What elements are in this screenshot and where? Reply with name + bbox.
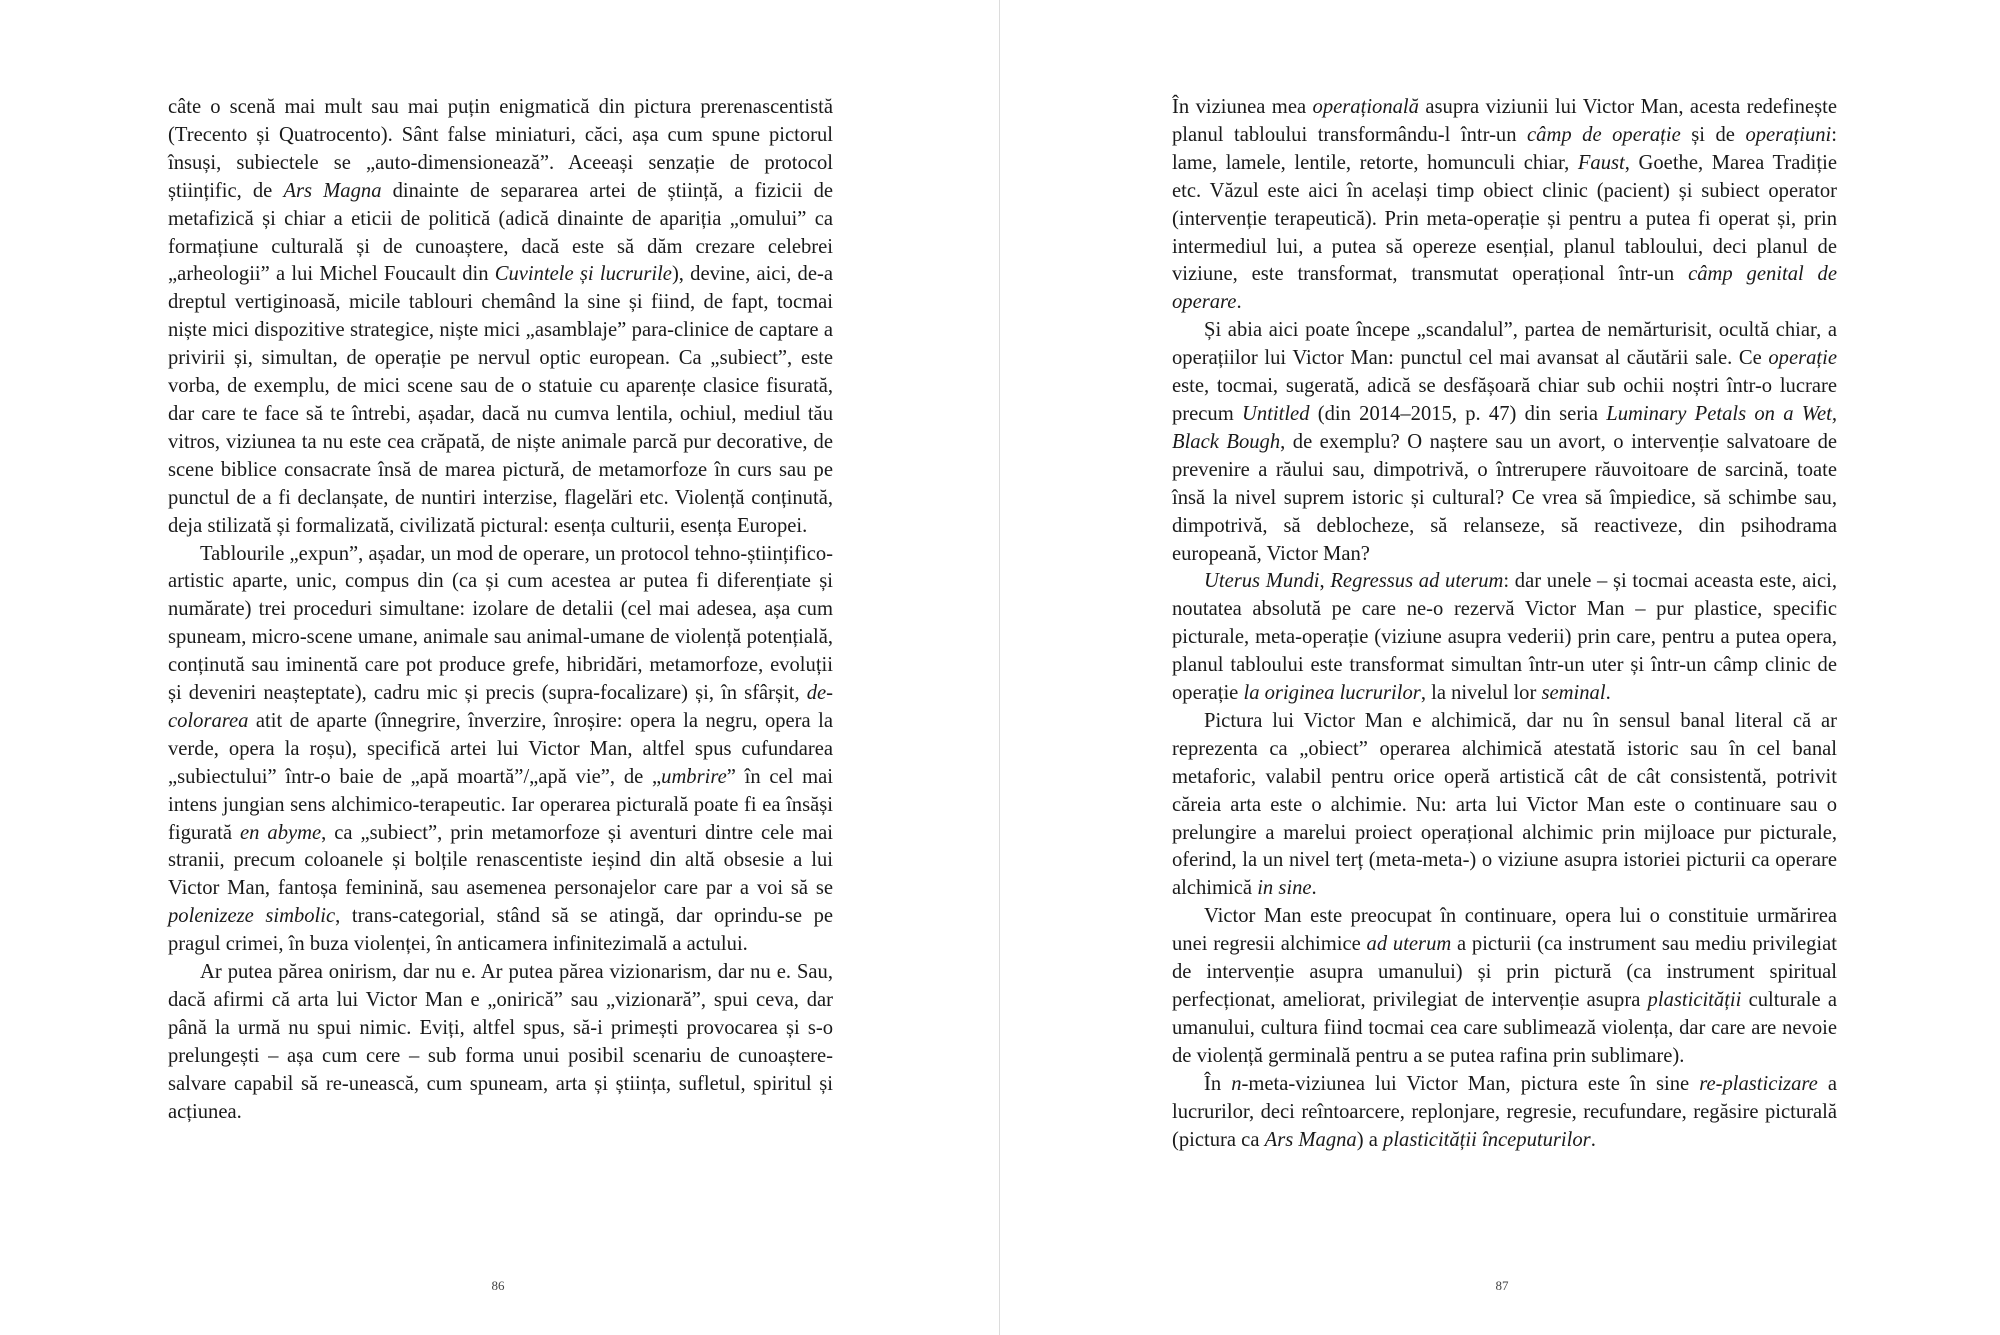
right-page-text xyxy=(1172,94,1837,1154)
italic-run: de-colorarea xyxy=(168,682,833,732)
text-run: În viziunea mea xyxy=(1172,96,1313,118)
page-number-left: 86 xyxy=(491,1278,505,1293)
right-paragraph-3 xyxy=(1172,568,1837,708)
text-run: Și abia aici poate începe „scandalul”, partea de nemărturisit, ocultă chiar, a operațiilor lui Victor Man: punctul cel mai avansat al căutării sale. Ce xyxy=(1172,319,1837,370)
text-run: -meta-viziunea lui Victor Man, pictura este în sine xyxy=(1241,1072,1700,1095)
text-run: , Goethe, Marea Tradiție etc. Văzul este aici în același timp obiect clinic (pacient) și subiect operator (intervenție terapeutică). Prin meta-operație și pentru a putea fi operat și, prin intermediul lui, a putea să opereze esențial, planul tabloului, deci planul de viziune, este transformat, transmutat operațional într-un xyxy=(1172,151,1837,286)
left-page-text xyxy=(168,94,833,1127)
italic-run: polenizeze simbolic xyxy=(168,905,336,928)
text-run: . xyxy=(1605,682,1611,705)
text-run: ) a xyxy=(1356,1128,1384,1151)
text-run: În xyxy=(1204,1072,1232,1095)
italic-run: umbrire xyxy=(661,765,727,788)
text-run: și de xyxy=(1680,123,1746,146)
italic-run: Ars Magna xyxy=(1264,1128,1357,1151)
italic-run: operație xyxy=(1768,347,1837,370)
italic-run: la originea lucrurilor xyxy=(1243,682,1421,705)
left-paragraph-2 xyxy=(168,541,833,960)
italic-run: Cuvintele și lucrurile xyxy=(494,263,672,286)
right-paragraph-1 xyxy=(1172,94,1837,317)
text-run: , ca „subiect”, prin metamorfoze și aventuri dintre cele mai stranii, precum coloanele și bolțile renascentiste ieșind din altă obsesie a lui Victor Man, fantoșa feminină, sau asemenea personajelor care par a voi să se xyxy=(168,821,833,900)
text-run: ” în cel mai intens jungian sens alchimico-terapeutic. Iar operarea picturală poate fi ea însăși figurată xyxy=(168,765,833,844)
text-run: este, tocmai, sugerată, adică se desfășoară chiar sub ochii noștri într-o lucrare precum xyxy=(1172,375,1837,425)
text-run: Tablourile „expun”, așadar, un mod de operare, un protocol tehno-științifico-artistic aparte, unic, compus din (ca și cum acestea ar putea fi diferențiate și numărate) trei proceduri simultane: izolare de detalii (cel mai adesea, așa cum spuneam, micro-scene umane, animale sau animal-umane de violență potențială, conținută sau iminentă care pot produce grefe, hibridări, metamorfoze, evoluții și deveniri neașteptate), cadru mic și precis (supra-focalizare) și, în sfârșit, xyxy=(168,542,833,705)
text-run: : dar unele – și tocmai aceasta este, aici, noutatea absolută pe care ne-o rezervă Victor Man – pur plastice, specific picturale, meta-operație (viziune asupra vederii) prin care, pentru a putea opera, planul tabloului este transformat simultan într-un uter și într-un câmp clinic de operație xyxy=(1172,570,1837,705)
left-paragraph-3 xyxy=(168,959,833,1126)
text-run: , xyxy=(1319,570,1331,593)
text-run: (din 2014–2015, p. 47) din seria xyxy=(1309,402,1607,425)
italic-run: Luminary Petals on a Wet, Black Bough xyxy=(1172,402,1838,453)
text-run: a lucrurilor, deci reîntoarcere, replonjare, regresie, recufundare, regăsire picturală (pictura ca xyxy=(1172,1072,1837,1151)
text-run: , de exemplu? O naștere sau un avort, o intervenție salvatoare de prevenire a răului sau, dimpotrivă, o întrerupere răuvoitoare de sarcină, toate însă la nivel suprem istoric și cultural? Ce vrea să împiedice, să schimbe sau, dimpotrivă, să deblocheze, să relanseze, să reactiveze, din psihodrama europeană, Victor Man? xyxy=(1172,430,1838,565)
text-run: Victor Man este preocupat în continuare, opera lui o constituie urmărirea unei regresii alchimice xyxy=(1172,905,1837,956)
italic-run: Regressus ad uterum xyxy=(1330,570,1504,593)
text-run: câte o scenă mai mult sau mai puțin enigmatică din pictura prerenascentistă (Trecento și Quatrocento). Sânt false miniaturi, căci, așa cum spune pictorul însuși, subiectele se „auto-dimensionează”. Aceeași senzație de protocol științific, de xyxy=(168,96,833,202)
text-run: , la nivelul lor xyxy=(1420,682,1542,705)
text-run: . xyxy=(1236,291,1242,314)
text-run: a picturii (ca instrument sau mediu privilegiat de intervenție asupra umanului) și prin pictură (ca instrument spiritual perfecționat, ameliorat, privilegiat de intervenție asupra xyxy=(1172,933,1837,1011)
text-run: culturale a umanului, cultura fiind tocmai cea care sublimează violența, dar care are nevoie de violență germinală pentru a se putea rafina prin sublimare). xyxy=(1172,989,1837,1067)
text-run: dinainte de separarea artei de știință, a fizicii de metafizică și chiar a eticii de politică (adică dinainte de apariția „omului” ca formațiune culturală și de cunoaștere, dacă este să dăm crezare celebrei „arheologii” a lui Michel Foucault din xyxy=(168,179,834,286)
italic-run: in sine xyxy=(1257,877,1312,900)
text-run: : lame, lamele, lentile, retorte, homunculi chiar, xyxy=(1172,123,1837,174)
text-run: . xyxy=(1590,1128,1596,1151)
italic-run: en abyme xyxy=(240,821,322,844)
text-run: Pictura lui Victor Man e alchimică, dar nu în sensul banal literal că ar reprezenta ca „obiect” operarea alchimică atestată istoric sau în cel banal metaforic, valabil pentru orice operă artistică cât de cât consistentă, potrivit căreia arta este o alchimie. Nu: arta lui Victor Man este o continuare sau o prelungire a marelui proiect operațional alchimic prin mijloace pur picturale, oferind, la un nivel terț (meta-meta-) o viziune asupra istoriei picturii ca operare alchimică xyxy=(1172,709,1837,900)
right-paragraph-2 xyxy=(1172,317,1837,568)
text-run: , trans-categorial, stând să se atingă, dar oprindu-se pe pragul crimei, în buza violenței, în anticamera infinitezimală a actului. xyxy=(168,905,834,956)
left-paragraph-1 xyxy=(168,94,833,541)
italic-run: plasticității xyxy=(1647,989,1742,1011)
text-run: asupra viziunii lui Victor Man, acesta redefinește planul tabloului transformându-l într-un xyxy=(1172,96,1837,146)
right-page xyxy=(1000,0,2000,1335)
italic-run: seminal xyxy=(1541,682,1606,705)
italic-run: plasticității începuturilor xyxy=(1383,1128,1591,1151)
italic-run: Ars Magna xyxy=(283,179,382,202)
text-run: Ar putea părea onirism, dar nu e. Ar putea părea vizionarism, dar nu e. Sau, dacă afirmi că arta lui Victor Man e „onirică” sau „vizionară”, spui ceva, dar până la urmă nu spui nimic. Eviți, altfel spus, să-i primești provocarea și s-o prelungești – așa cum cere – sub forma unui posibil scenariu de cunoaștere-salvare capabil să re-unească, cum spuneam, arta și știința, sufletul, spiritul și acțiunea. xyxy=(168,961,833,1123)
text-run: ), devine, aici, de-a dreptul vertiginoasă, micile tablouri chemând la sine și fiind, de fapt, tocmai niște mici dispozitive strategice, niște mici „asamblaje” para-clinice de captare a privirii și, simultan, de operație pe nervul optic european. Ca „subiect”, este vorba, de exemplu, de mici scene sau de o statuie cu aparențe clasice fisurată, dar care te face să te întrebi, așadar, dacă nu cumva lentila, ochiul, mediul tău vitros, viziunea ta nu este cea crăpată, de niște animale parcă pur decorative, de scene biblice consacrate însă de marea pictură, de metamorfoze în curs sau pe punctul de a fi declanșate, de nuntiri interzise, flagelări etc. Violență conținută, deja stilizată și formalizată, civilizată pictural: esența culturii, esența Europei. xyxy=(168,263,833,537)
italic-run: Faust xyxy=(1577,151,1625,174)
italic-run: Untitled xyxy=(1242,402,1310,425)
right-paragraph-4 xyxy=(1172,708,1837,903)
italic-run: ad uterum xyxy=(1366,933,1452,956)
italic-run: câmp de operație xyxy=(1527,123,1681,146)
italic-run: n xyxy=(1231,1072,1242,1095)
italic-run: câmp genital de operare xyxy=(1172,263,1837,314)
italic-run: Uterus Mundi xyxy=(1204,570,1320,593)
right-paragraph-5 xyxy=(1172,903,1837,1070)
text-run: atit de aparte (înnegrire, înverzire, înroșire: opera la negru, opera la verde, opera la roșu), specifică artei lui Victor Man, altfel spus cufundarea „subiectului” într-o baie de „apă moartă”/„apă vie”, de „ xyxy=(168,709,833,788)
italic-run: operațiuni xyxy=(1745,123,1832,146)
right-paragraph-6 xyxy=(1172,1071,1837,1155)
italic-run: re-plasticizare xyxy=(1699,1072,1818,1095)
italic-run: operațională xyxy=(1312,96,1419,118)
text-run: . xyxy=(1311,877,1317,900)
page-number-right: 87 xyxy=(1495,1278,1509,1293)
